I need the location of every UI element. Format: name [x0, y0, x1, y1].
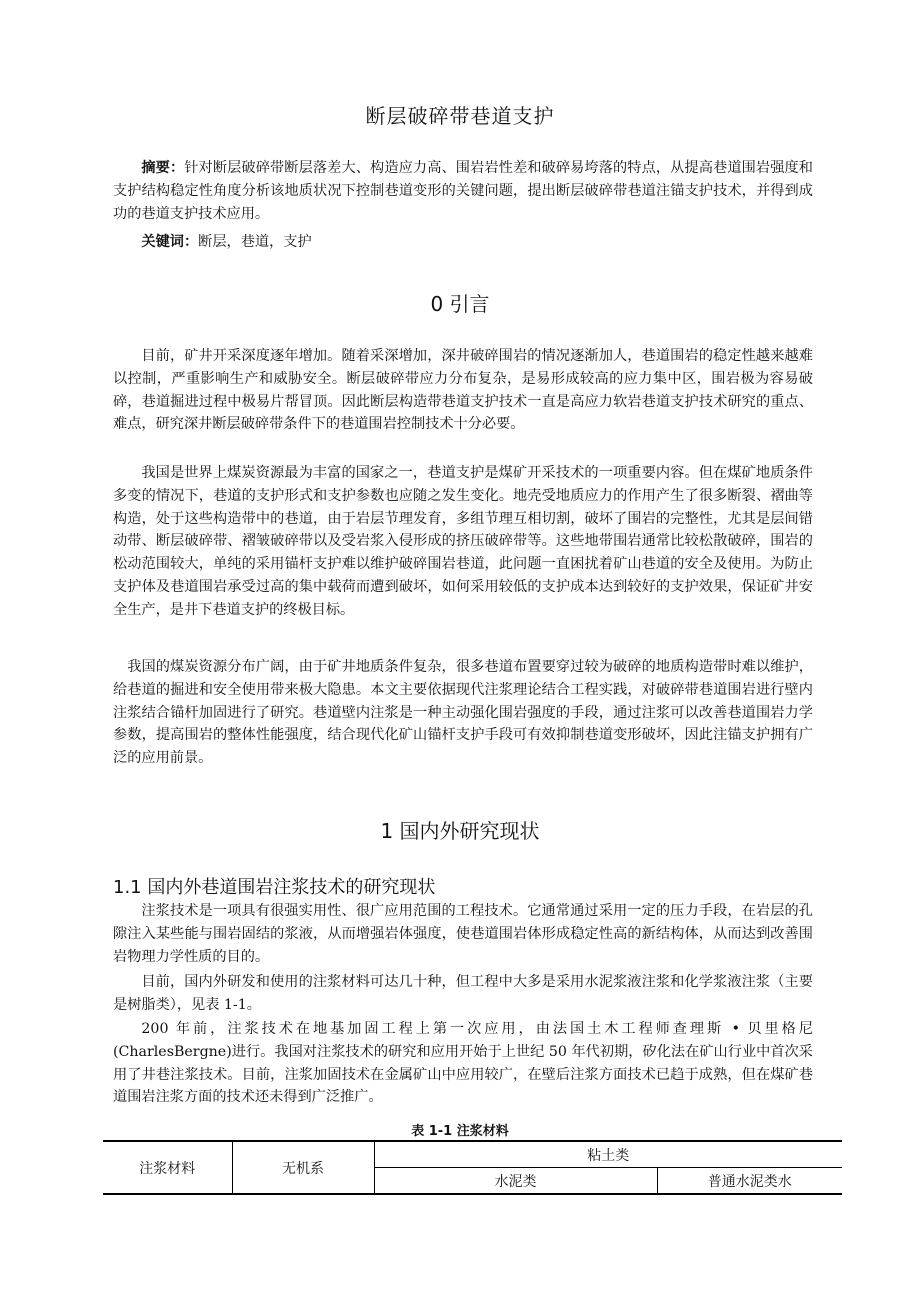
table-header-inorganic: 无机系	[232, 1141, 374, 1194]
research-paragraph-2: 目前，国内外研发和使用的注浆材料可达几十种，但工程中大多是采用水泥浆液注浆和化学浆液注浆（主要是树脂类），见表 1-1。	[113, 974, 813, 1013]
keywords-text: 断层，巷道，支护	[198, 234, 312, 250]
table-cell-cement: 水泥类	[374, 1168, 657, 1195]
keywords-label: 关键词：	[141, 234, 199, 250]
table-header-material: 注浆材料	[103, 1141, 232, 1194]
abstract-text: 针对断层破碎带断层落差大、构造应力高、围岩岩性差和破碎易垮落的特点，从提高巷道围岩强度和支护结构稳定性角度分析该地质状况下控制巷道变形的关键问题，提出断层破碎带巷道注锚支护技术，并得到成功的巷道支护技术应用。	[113, 160, 813, 222]
abstract-label: 摘要：	[141, 160, 185, 176]
research-paragraph-1: 注浆技术是一项具有很强实用性、很广应用范围的工程技术。它通常通过采用一定的压力手段，在岩层的孔隙注入某些能与围岩固结的浆液，从而增强岩体强度，使巷道围岩体形成稳定性高的新结构体，从而达到改善围岩物理力学性质的目的。	[113, 903, 813, 965]
table-header-clay: 粘土类	[374, 1141, 842, 1168]
abstract-paragraph	[113, 157, 813, 225]
table-caption: 表 1-1 注浆材料	[411, 1124, 509, 1139]
research-paragraph-3: 200 年前，注浆技术在地基加固工程上第一次应用，由法国土木工程师查理斯 • 贝里格尼(CharlesBergne)进行。我国对注浆技术的研究和应用开始于上世纪 50 年代初期，矽化法在矿山行业中首次采用了井巷注浆技术。目前，注浆加固技术在金属矿山中应用较广，在壁后注浆方面技术已趋于成熟，但在煤矿巷道围岩注浆方面的技术还未得到广泛推广。	[113, 1021, 813, 1106]
section-1-1-heading: 1.1 国内外巷道围岩注浆技术的研究现状	[113, 877, 436, 898]
section-1-heading: 1 国内外研究现状	[380, 819, 540, 843]
keywords-paragraph	[113, 231, 813, 254]
table-cell-ordinary-cement: 普通水泥类水	[657, 1168, 842, 1195]
intro-paragraph-3: 我国的煤炭资源分布广阔，由于矿井地质条件复杂，很多巷道布置要穿过较为破碎的地质构造带时难以维护，给巷道的掘进和安全使用带来极大隐患。本文主要依据现代注浆理论结合工程实践，对破碎带巷道围岩进行壁内注浆结合锚杆加固进行了研究。巷道壁内注浆是一种主动强化围岩强度的手段，通过注浆可以改善巷道围岩力学参数，提高围岩的整体性能强度，结合现代化矿山锚杆支护手段可有效抑制巷道变形破坏，因此注锚支护拥有广泛的应用前景。	[113, 659, 813, 767]
intro-paragraph-1: 目前，矿井开采深度逐年增加。随着采深增加，深井破碎围岩的情况逐渐加人，巷道围岩的稳定性越来越难以控制，严重影响生产和威胁安全。断层破碎带应力分布复杂，是易形成较高的应力集中区，围岩极为容易破碎，巷道掘进过程中极易片帮冒顶。因此断层构造带巷道支护技术一直是高应力软岩巷道支护技术研究的重点、难点，研究深井断层破碎带条件下的巷道围岩控制技术十分必要。	[113, 348, 813, 433]
section-0-heading: 0 引言	[430, 292, 490, 316]
intro-paragraph-2: 我国是世界上煤炭资源最为丰富的国家之一，巷道支护是煤矿开采技术的一项重要内容。但在煤矿地质条件多变的情况下，巷道的支护形式和支护参数也应随之发生变化。地壳受地质应力的作用产生了很多断裂、褶曲等构造，处于这些构造带中的巷道，由于岩层节理发育，多组节理互相切割，破坏了围岩的完整性，尤其是层间错动带、断层破碎带、褶皱破碎带以及受岩浆入侵形成的挤压破碎带等。这些地带围岩通常比较松散破碎，围岩的松动范围较大，单纯的采用锚杆支护难以维护破碎围岩巷道，此问题一直困扰着矿山巷道的安全及使用。为防止支护体及巷道围岩承受过高的集中载荷而遭到破坏，如何采用较低的支护成本达到较好的支护效果，保证矿井安全生产，是井下巷道支护的终极目标。	[113, 465, 813, 618]
grout-materials-table	[103, 1140, 842, 1195]
document-title: 断层破碎带巷道支护	[365, 104, 555, 128]
